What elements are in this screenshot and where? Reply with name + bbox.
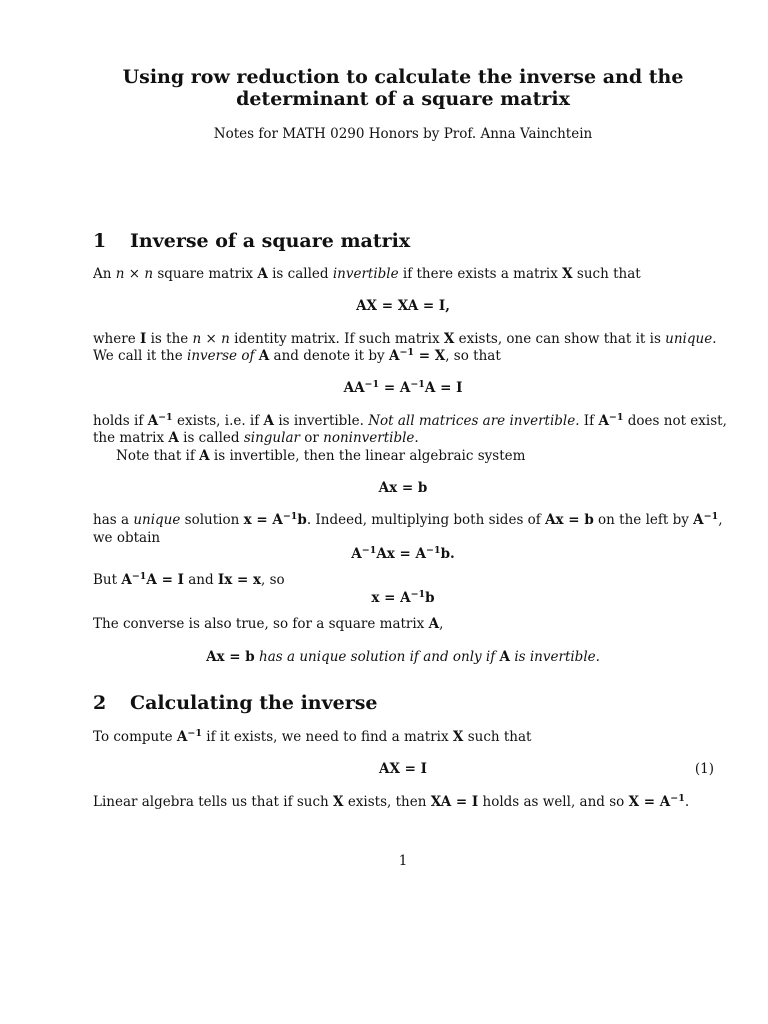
- section-2-title: Calculating the inverse: [130, 692, 378, 714]
- section-1-number: 1: [93, 230, 107, 252]
- author-note: Notes for MATH 0290 Honors by Prof. Anna Vainchtein: [213, 126, 593, 142]
- equation-number: (1): [694, 761, 714, 777]
- paragraph-unique-solution: has a unique solution $x = A^{-1}b$. Indeed, multiplying both sides of Ax = b on the left by $A^{-1}$,: [93, 511, 723, 528]
- title-line-1: Using row reduction to calculate the inverse and the: [122, 66, 684, 88]
- section-1-title: Inverse of a square matrix: [130, 230, 411, 252]
- page-number: 1: [398, 853, 408, 869]
- paper-title: [0, 66, 768, 110]
- equation-x-ainv-b: $x = A^{-1}b$: [371, 589, 435, 606]
- paragraph-identity: where I is the n × n identity matrix. If such matrix X exists, one can show that it is unique.: [93, 331, 717, 347]
- paragraph-definition: An n × n square matrix A is called invertible if there exists a matrix X such that: [93, 266, 641, 282]
- paragraph-linear-algebra: Linear algebra tells us that if such X exists, then XA = I holds as well, and so $X = A^{-1}$.: [93, 793, 690, 810]
- paragraph-but: But $A^{-1}A = I$ and Ix = x, so: [93, 571, 285, 588]
- equation-ainv-ax: $A^{-1}Ax = A^{-1}b$.: [351, 545, 455, 562]
- paragraph-to-compute: To compute $A^{-1}$ if it exists, we need to find a matrix X such that: [93, 728, 532, 745]
- paragraph-inverse-def: We call it the inverse of A and denote it by $A^{-1} = X$, so that: [93, 347, 501, 364]
- paragraph-singular: the matrix A is called singular or noninvertible.: [93, 430, 419, 446]
- statement-iff: Ax = b has a unique solution if and only if A is invertible.: [206, 649, 600, 665]
- paragraph-linear-system: Note that if A is invertible, then the linear algebraic system: [116, 448, 526, 464]
- paragraph-converse: The converse is also true, so for a square matrix A,: [93, 616, 444, 632]
- equation-ax-i: AX = I: [379, 761, 427, 777]
- section-2-number: 2: [93, 692, 107, 714]
- equation-ax-b: Ax = b: [378, 480, 428, 496]
- equation-ax-xa-i: AX = XA = I,: [356, 298, 450, 314]
- paragraph-we-obtain: we obtain: [93, 530, 161, 546]
- title-line-2: determinant of a square matrix: [236, 88, 570, 110]
- equation-aainv: $AA^{-1} = A^{-1}A = I$: [343, 379, 463, 396]
- paragraph-not-all: holds if $A^{-1}$ exists, i.e. if A is invertible. Not all matrices are invertible. If $A^{-1}$ does not exist,: [93, 412, 727, 429]
